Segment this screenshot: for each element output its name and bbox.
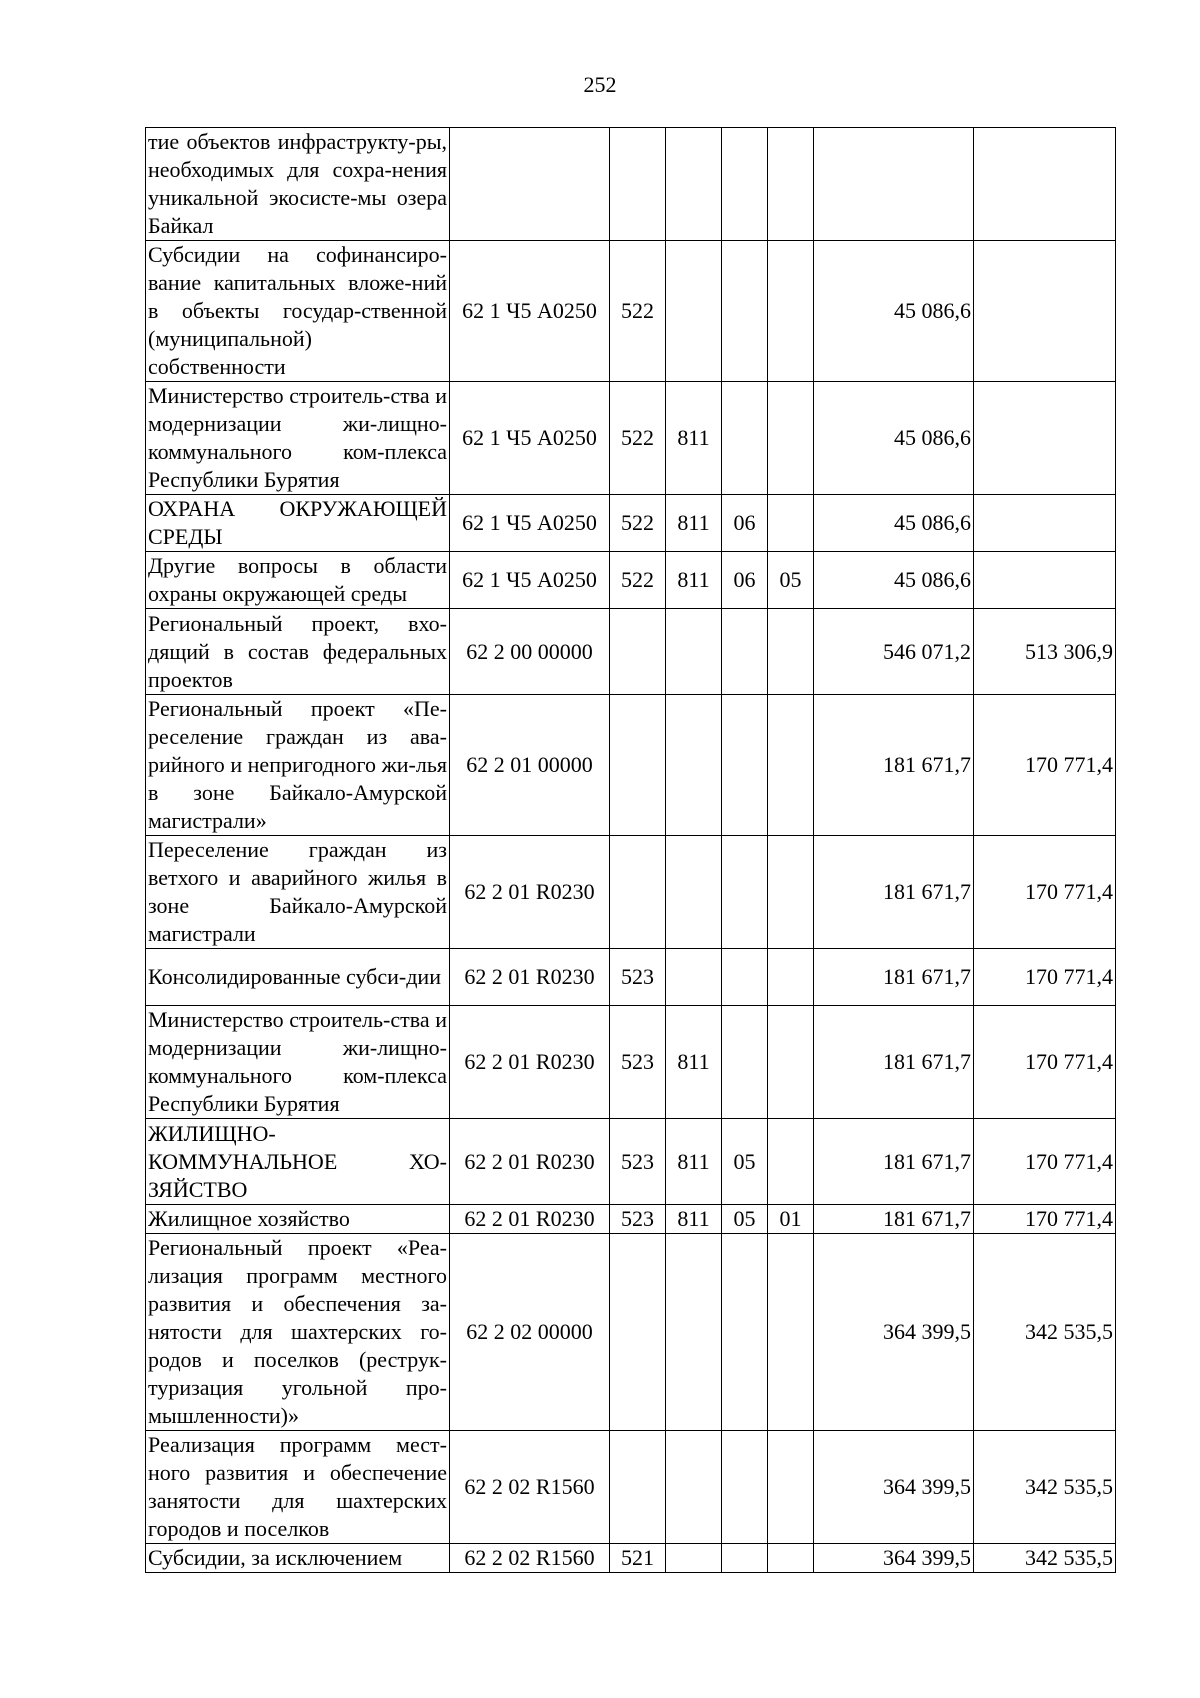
row-vr: 523 xyxy=(610,1205,666,1234)
row-name: Жилищное хозяйство xyxy=(146,1205,450,1234)
row-vr xyxy=(610,695,666,836)
row-csr: 62 2 01 R0230 xyxy=(450,836,610,949)
row-sum2: 170 771,4 xyxy=(974,1205,1116,1234)
row-sum2: 170 771,4 xyxy=(974,1119,1116,1205)
table-row xyxy=(146,1006,1116,1119)
row-grbs xyxy=(666,1234,722,1431)
row-grbs xyxy=(666,241,722,382)
row-grbs: 811 xyxy=(666,1205,722,1234)
page-number: 252 xyxy=(583,72,617,97)
row-grbs xyxy=(666,609,722,695)
row-sum2 xyxy=(974,241,1116,382)
row-sum1: 364 399,5 xyxy=(814,1544,974,1573)
row-grbs: 811 xyxy=(666,552,722,609)
row-name: Субсидии на софинансиро-вание капитальных вложе-ний в объекты государ-ственной (муниципальной) собственности xyxy=(146,241,450,382)
row-sum1: 181 671,7 xyxy=(814,1006,974,1119)
table-row xyxy=(146,128,1116,241)
row-sum1: 181 671,7 xyxy=(814,695,974,836)
row-rz: 06 xyxy=(722,495,768,552)
row-rz: 06 xyxy=(722,552,768,609)
row-csr: 62 2 01 R0230 xyxy=(450,1119,610,1205)
row-grbs xyxy=(666,695,722,836)
row-name: Реализация программ мест-ного развития и обеспечение занятости для шахтерских городов и поселков xyxy=(146,1431,450,1544)
row-csr: 62 2 00 00000 xyxy=(450,609,610,695)
row-pr xyxy=(768,1234,814,1431)
row-vr: 522 xyxy=(610,495,666,552)
row-pr xyxy=(768,949,814,1006)
row-name: ЖИЛИЩНО-КОММУНАЛЬНОЕ ХО-ЗЯЙСТВО xyxy=(146,1119,450,1205)
row-grbs: 811 xyxy=(666,495,722,552)
row-sum2 xyxy=(974,128,1116,241)
table-row xyxy=(146,495,1116,552)
row-sum1: 45 086,6 xyxy=(814,382,974,495)
row-pr xyxy=(768,609,814,695)
row-grbs xyxy=(666,949,722,1006)
table-row xyxy=(146,1234,1116,1431)
row-sum2: 170 771,4 xyxy=(974,1006,1116,1119)
row-vr: 521 xyxy=(610,1544,666,1573)
row-vr: 523 xyxy=(610,949,666,1006)
row-rz xyxy=(722,836,768,949)
row-rz xyxy=(722,695,768,836)
row-grbs: 811 xyxy=(666,382,722,495)
row-vr: 523 xyxy=(610,1006,666,1119)
row-csr: 62 2 01 R0230 xyxy=(450,1205,610,1234)
table-row xyxy=(146,695,1116,836)
table-row xyxy=(146,382,1116,495)
row-sum2: 342 535,5 xyxy=(974,1544,1116,1573)
row-pr xyxy=(768,1006,814,1119)
row-pr xyxy=(768,241,814,382)
row-name: Министерство строитель-ства и модернизации жи-лищно-коммунального ком-плекса Республики Бурятия xyxy=(146,382,450,495)
row-sum1: 181 671,7 xyxy=(814,1119,974,1205)
row-sum1: 181 671,7 xyxy=(814,949,974,1006)
row-name: Субсидии, за исключением xyxy=(146,1544,450,1573)
row-rz xyxy=(722,949,768,1006)
table-row xyxy=(146,1119,1116,1205)
table-row xyxy=(146,836,1116,949)
table-row xyxy=(146,552,1116,609)
row-vr: 522 xyxy=(610,241,666,382)
row-vr xyxy=(610,128,666,241)
row-name: Региональный проект «Реа-лизация программ местного развития и обеспечения за-нятости для шахтерских го-родов и поселков (реструк-туризация угольной про-мышленности)» xyxy=(146,1234,450,1431)
row-grbs xyxy=(666,1431,722,1544)
row-grbs: 811 xyxy=(666,1006,722,1119)
row-sum1: 45 086,6 xyxy=(814,552,974,609)
row-csr: 62 2 01 00000 xyxy=(450,695,610,836)
row-pr xyxy=(768,495,814,552)
row-pr xyxy=(768,1431,814,1544)
row-sum2: 342 535,5 xyxy=(974,1431,1116,1544)
row-grbs: 811 xyxy=(666,1119,722,1205)
row-pr xyxy=(768,836,814,949)
row-csr: 62 2 02 00000 xyxy=(450,1234,610,1431)
row-sum1: 45 086,6 xyxy=(814,495,974,552)
row-csr: 62 1 Ч5 А0250 xyxy=(450,241,610,382)
row-sum1: 546 071,2 xyxy=(814,609,974,695)
row-rz: 05 xyxy=(722,1119,768,1205)
row-rz xyxy=(722,1234,768,1431)
row-sum1: 181 671,7 xyxy=(814,836,974,949)
row-vr xyxy=(610,1234,666,1431)
row-csr: 62 2 01 R0230 xyxy=(450,949,610,1006)
row-grbs xyxy=(666,128,722,241)
row-sum2: 342 535,5 xyxy=(974,1234,1116,1431)
row-sum2: 513 306,9 xyxy=(974,609,1116,695)
row-rz xyxy=(722,1431,768,1544)
row-sum1: 364 399,5 xyxy=(814,1431,974,1544)
row-sum1: 181 671,7 xyxy=(814,1205,974,1234)
table-row xyxy=(146,949,1116,1006)
row-vr xyxy=(610,836,666,949)
row-rz xyxy=(722,382,768,495)
row-rz xyxy=(722,241,768,382)
row-sum2: 170 771,4 xyxy=(974,836,1116,949)
row-csr: 62 1 Ч5 А0250 xyxy=(450,552,610,609)
row-vr: 522 xyxy=(610,552,666,609)
table-row xyxy=(146,1544,1116,1573)
row-pr xyxy=(768,1544,814,1573)
row-pr: 05 xyxy=(768,552,814,609)
budget-table-body xyxy=(146,128,1116,1573)
row-sum1: 45 086,6 xyxy=(814,241,974,382)
row-name: Другие вопросы в области охраны окружающей среды xyxy=(146,552,450,609)
row-rz: 05 xyxy=(722,1205,768,1234)
row-sum2 xyxy=(974,552,1116,609)
row-csr: 62 2 01 R0230 xyxy=(450,1006,610,1119)
row-rz xyxy=(722,1544,768,1573)
row-grbs xyxy=(666,836,722,949)
row-pr xyxy=(768,695,814,836)
row-name: Региональный проект, вхо-дящий в состав федеральных проектов xyxy=(146,609,450,695)
row-sum1: 364 399,5 xyxy=(814,1234,974,1431)
row-csr: 62 2 02 R1560 xyxy=(450,1431,610,1544)
row-sum2 xyxy=(974,495,1116,552)
row-sum2 xyxy=(974,382,1116,495)
row-grbs xyxy=(666,1544,722,1573)
row-csr: 62 1 Ч5 А0250 xyxy=(450,382,610,495)
row-sum2: 170 771,4 xyxy=(974,695,1116,836)
row-vr: 522 xyxy=(610,382,666,495)
row-vr: 523 xyxy=(610,1119,666,1205)
row-name: Консолидированные субси-дии xyxy=(146,949,450,1006)
row-rz xyxy=(722,609,768,695)
table-row xyxy=(146,609,1116,695)
table-row xyxy=(146,1205,1116,1234)
row-name: тие объектов инфраструкту-ры, необходимых для сохра-нения уникальной экосисте-мы озера Байкал xyxy=(146,128,450,241)
table-row xyxy=(146,241,1116,382)
row-pr xyxy=(768,128,814,241)
row-sum2: 170 771,4 xyxy=(974,949,1116,1006)
budget-table xyxy=(145,127,1116,1573)
table-row xyxy=(146,1431,1116,1544)
row-rz xyxy=(722,1006,768,1119)
row-pr xyxy=(768,1119,814,1205)
row-name: Региональный проект «Пе-реселение граждан из ава-рийного и непригодного жи-лья в зоне Байкало-Амурской магистрали» xyxy=(146,695,450,836)
row-csr: 62 1 Ч5 А0250 xyxy=(450,495,610,552)
row-name: Министерство строитель-ства и модернизации жи-лищно-коммунального ком-плекса Республики Бурятия xyxy=(146,1006,450,1119)
row-name: ОХРАНА ОКРУЖАЮЩЕЙ СРЕДЫ xyxy=(146,495,450,552)
row-vr xyxy=(610,609,666,695)
row-vr xyxy=(610,1431,666,1544)
row-pr xyxy=(768,382,814,495)
row-pr: 01 xyxy=(768,1205,814,1234)
row-csr xyxy=(450,128,610,241)
row-csr: 62 2 02 R1560 xyxy=(450,1544,610,1573)
row-rz xyxy=(722,128,768,241)
row-sum1 xyxy=(814,128,974,241)
row-name: Переселение граждан из ветхого и аварийного жилья в зоне Байкало-Амурской магистрали xyxy=(146,836,450,949)
